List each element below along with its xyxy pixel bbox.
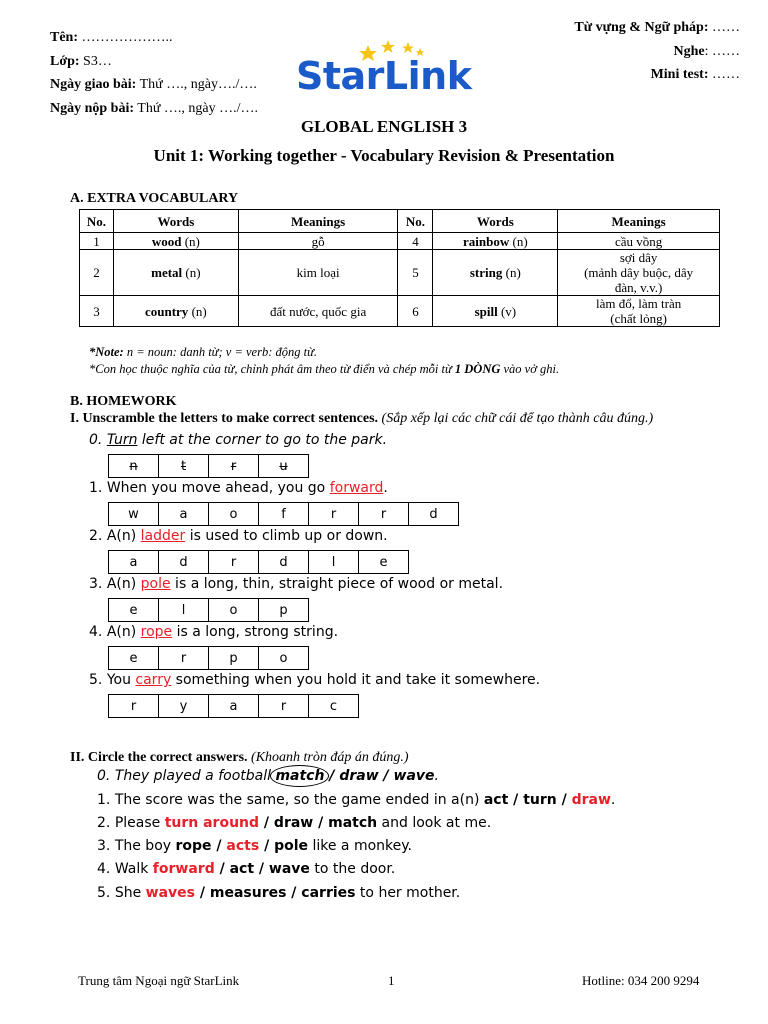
letter-box: w (108, 502, 159, 526)
unscramble-sentence: 5. You carry something when you hold it and take it somewhere. (89, 672, 541, 688)
letter-box: f (258, 502, 309, 526)
note-instructions: *Con học thuộc nghĩa của từ, chỉnh phát âm theo từ điển và chép mỗi từ 1 DÒNG vào vở ghi. (89, 362, 560, 376)
letter-box: p (258, 598, 309, 622)
vocab-meaning: gỗ (238, 233, 398, 250)
score-listening: Nghe: …… (673, 43, 740, 59)
score-box (574, 16, 740, 87)
answer-word[interactable]: rope (140, 624, 173, 640)
student-info (50, 26, 258, 120)
vocab-row (80, 250, 720, 296)
mc-option[interactable] (275, 768, 324, 784)
unscramble-sentence: 3. A(n) pole is a long, thin, straight piece of wood or metal. (89, 576, 504, 592)
col-no: No. (80, 210, 114, 233)
col-meanings: Meanings (238, 210, 398, 233)
answer-word[interactable]: Turn (106, 432, 138, 448)
mc-question: 0. They played a football match / draw / wave. (97, 768, 439, 784)
letter-box: d (408, 502, 459, 526)
note-abbreviations: *Note: n = noun: danh từ; v = verb: động từ. (89, 345, 318, 359)
vocab-word: spill (v) (433, 296, 558, 327)
mc-question: 3. The boy rope / acts / pole like a monkey. (97, 838, 412, 854)
letter-box: y (158, 694, 209, 718)
letter-box: d (158, 550, 209, 574)
answer-word[interactable]: pole (140, 576, 171, 592)
page-number: 1 (388, 973, 395, 988)
mc-option[interactable]: match (328, 815, 378, 831)
letter-boxes (108, 454, 308, 478)
col-no-2: No. (398, 210, 433, 233)
unit-title: Unit 1: Working together - Vocabulary Revision & Presentation (153, 146, 615, 165)
due-date-line: Ngày nộp bài: Thứ …., ngày …./…. (50, 100, 259, 116)
letter-box: c (308, 694, 359, 718)
section-b-heading: B. HOMEWORK (70, 394, 177, 409)
answer-word[interactable]: carry (135, 672, 172, 688)
name-line: Tên: ……………….. (50, 30, 173, 45)
letter-box: l (308, 550, 359, 574)
vocab-row (80, 233, 720, 250)
letter-boxes (108, 550, 408, 574)
mc-option[interactable]: act (483, 792, 509, 808)
score-vocab: Từ vựng & Ngữ pháp: …… (574, 20, 740, 35)
letter-box: r (108, 694, 159, 718)
letter-box: e (108, 598, 159, 622)
vocab-meaning: cầu vồng (558, 233, 720, 250)
circled-answer: match (270, 765, 329, 787)
letter-box: o (208, 598, 259, 622)
col-words-2: Words (433, 210, 558, 233)
assigned-date-line: Ngày giao bài: Thứ …., ngày…./…. (50, 77, 257, 92)
vocab-no: 4 (398, 233, 433, 250)
col-meanings-2: Meanings (558, 210, 720, 233)
mc-option[interactable]: rope (175, 838, 212, 854)
mc-option[interactable]: act (229, 861, 255, 877)
unscramble-sentence: 0. Turn left at the corner to go to the park. (89, 432, 388, 448)
course-title: GLOBAL ENGLISH 3 (300, 117, 468, 136)
letter-box: r (358, 502, 409, 526)
letter-box: r (308, 502, 359, 526)
letter-box: e (108, 646, 159, 670)
answer-word[interactable]: forward (329, 480, 384, 496)
vocab-word: string (n) (433, 250, 558, 296)
mc-option[interactable]: draw (273, 815, 314, 831)
section-a-heading: A. EXTRA VOCABULARY (70, 191, 239, 206)
mc-option[interactable]: waves (145, 885, 195, 901)
letter-boxes (108, 694, 358, 718)
mc-option[interactable]: forward (152, 861, 215, 877)
letter-box: a (108, 550, 159, 574)
vocab-no: 2 (80, 250, 114, 296)
vocab-table (79, 209, 720, 327)
vocab-meaning: đất nước, quốc gia (238, 296, 398, 327)
score-test: Mini test: …… (650, 67, 740, 82)
letter-box: d (258, 550, 309, 574)
mc-question: 1. The score was the same, so the game ended in a(n) act / turn / draw. (97, 792, 616, 808)
vocab-no: 5 (398, 250, 433, 296)
vocab-header-row (80, 210, 720, 233)
vocab-word: metal (n) (113, 250, 238, 296)
unscramble-sentence: 1. When you move ahead, you go forward. (89, 480, 388, 496)
footer-hotline: Hotline: 034 200 9294 (582, 973, 700, 988)
class-line: Lớp: S3… (50, 53, 112, 69)
mc-option[interactable]: wave (268, 861, 310, 877)
letter-box: l (158, 598, 209, 622)
mc-option[interactable]: pole (274, 838, 309, 854)
vocab-no: 3 (80, 296, 114, 327)
letter-box: r (208, 454, 259, 478)
letter-box: o (208, 502, 259, 526)
unscramble-sentence: 4. A(n) rope is a long, strong string. (89, 624, 339, 640)
mc-option[interactable]: acts (226, 838, 260, 854)
mc-option[interactable]: turn (523, 792, 557, 808)
letter-box: e (358, 550, 409, 574)
letter-box: r (258, 694, 309, 718)
letter-box: r (208, 550, 259, 574)
letter-box: a (158, 502, 209, 526)
vocab-meaning: sợi dây (mảnh dây buộc, dây đàn, v.v.) (558, 250, 720, 296)
col-words: Words (113, 210, 238, 233)
mc-option[interactable]: measures (209, 885, 287, 901)
footer-center-name: Trung tâm Ngoại ngữ StarLink (78, 973, 240, 988)
vocab-word: wood (n) (113, 233, 238, 250)
letter-box: o (258, 646, 309, 670)
letter-boxes (108, 646, 308, 670)
vocab-no: 1 (80, 233, 114, 250)
starlink-logo (296, 40, 486, 98)
vocab-row (80, 296, 720, 327)
vocab-word: rainbow (n) (433, 233, 558, 250)
unscramble-sentence: 2. A(n) ladder is used to climb up or down. (89, 528, 388, 544)
mc-option[interactable]: turn around (164, 815, 260, 831)
vocab-word: country (n) (113, 296, 238, 327)
answer-word[interactable]: ladder (140, 528, 186, 544)
letter-boxes (108, 598, 308, 622)
letter-box: n (108, 454, 159, 478)
letter-box: a (208, 694, 259, 718)
notes (89, 344, 559, 378)
part1-heading: I. Unscramble the letters to make correct sentences. (Sắp xếp lại các chữ cái để tạo thành câu đúng.) (70, 411, 654, 426)
letter-box: r (158, 646, 209, 670)
mc-question: 2. Please turn around / draw / match and look at me. (97, 815, 492, 831)
vocab-meaning: làm đổ, làm tràn (chất lỏng) (558, 296, 720, 327)
mc-question: 5. She waves / measures / carries to her mother. (97, 885, 461, 901)
mc-option[interactable]: wave (393, 768, 435, 784)
logo-text: StarLink (296, 54, 472, 98)
letter-box: p (208, 646, 259, 670)
letter-box: u (258, 454, 309, 478)
mc-option[interactable]: draw (571, 792, 611, 808)
letter-box: t (158, 454, 209, 478)
vocab-no: 6 (398, 296, 433, 327)
letter-boxes (108, 502, 458, 526)
mc-option[interactable]: carries (301, 885, 356, 901)
part2-heading: II. Circle the correct answers. (Khoanh tròn đáp án đúng.) (70, 750, 409, 765)
vocab-meaning: kim loại (238, 250, 398, 296)
mc-question: 4. Walk forward / act / wave to the door. (97, 861, 396, 877)
mc-option[interactable]: draw (339, 768, 379, 784)
